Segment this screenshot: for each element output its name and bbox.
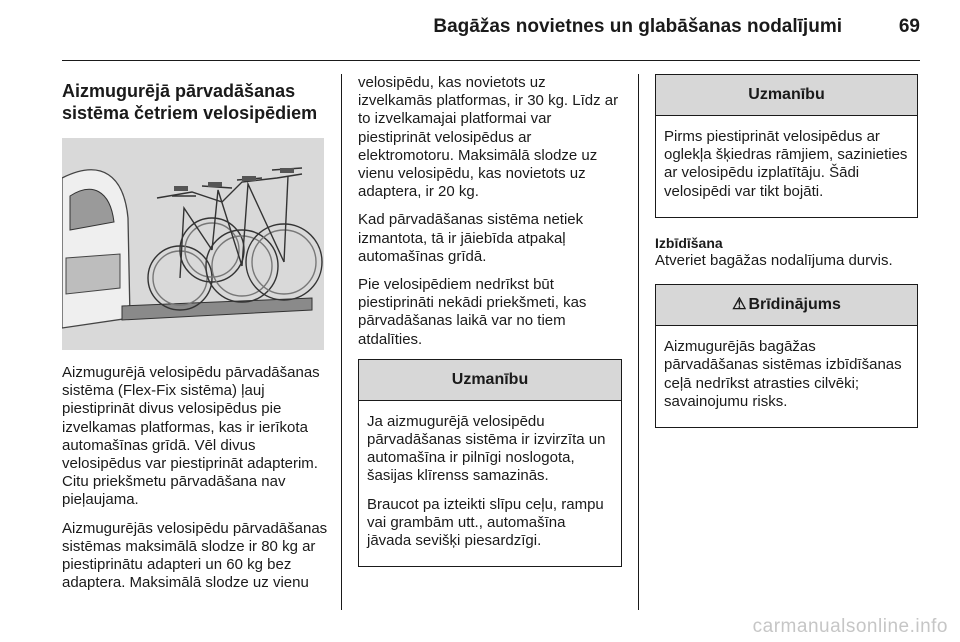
warning-text: Aizmugurējās bagāžas pārvadāšanas sistēmas izbīdīšanas ceļā nedrīkst atrasties cilvēki; savainojumu risks.	[664, 338, 902, 410]
page-number: 69	[898, 16, 920, 37]
column-3	[655, 74, 918, 444]
caution-text: Pirms piestiprināt velosipēdus ar oglekļa šķiedras rāmjiem, sazinieties ar velosipēdu izplatītāju. Šādi velosipēdi var tikt bojāti.	[664, 128, 908, 200]
page-header-title: Bagāžas novietnes un glabāšanas nodalījumi	[433, 16, 842, 37]
column-2	[358, 74, 622, 583]
caution-box	[358, 359, 622, 567]
paragraph: velosipēdu, kas novietots uz izvelkamās platformas, ir 30 kg. Līdz ar to izvelkamajai platformai var piestiprināt velosipēdus ar elektromotoru. Maksimālā slodze uz vienu velosipēdu, kas novietots uz adaptera, ir 20 kg.	[358, 74, 619, 201]
caution-box-title: Uzmanību	[359, 360, 621, 401]
column-divider	[341, 74, 342, 610]
column-divider	[638, 74, 639, 610]
warning-triangle-icon: ⚠	[732, 296, 747, 314]
caution-box-title: Uzmanību	[656, 75, 917, 116]
warning-box-body	[656, 326, 917, 427]
caution-text: Ja aizmugurējā velosipēdu pārvadāšanas sistēma ir izvirzīta un automašīna ir pilnīgi noslogota, šasijas klīrenss samazinās.	[367, 412, 606, 485]
caution-box-body	[359, 401, 621, 566]
watermark: carmanualsonline.info	[752, 616, 948, 637]
paragraph: Kad pārvadāšanas sistēma netiek izmantota, tā ir jāiebīda atpakaļ automašīnas grīdā.	[358, 211, 584, 265]
warning-box-title	[656, 285, 917, 326]
paragraph: Pie velosipēdiem nedrīkst būt piestiprināti nekādi priekšmeti, kas pārvadāšanas laikā var no tiem atdalīties.	[358, 276, 587, 348]
bicycle-carrier-illustration	[62, 138, 324, 350]
paragraph: Aizmugurējās velosipēdu pārvadāšanas sistēmas maksimālā slodze ir 80 kg ar piestiprinātu adapteri un 60 kg bez adaptera. Maksimālā slodze uz vienu	[62, 519, 328, 592]
header-divider	[62, 60, 920, 61]
paragraph: Atveriet bagāžas nodalījuma durvis.	[655, 252, 893, 270]
caution-text: Braucot pa izteikti slīpu ceļu, rampu vai grambām utt., automašīna jāvada sevišķi piesardzīgi.	[367, 495, 604, 550]
section-title	[62, 80, 332, 124]
subheading: Izbīdīšana	[655, 234, 723, 251]
warning-title-text: Brīdinājums	[748, 296, 841, 314]
column-1	[62, 74, 332, 602]
caution-box	[655, 74, 918, 218]
warning-box	[655, 284, 918, 428]
section-title-line-1: Aizmugurējā pārvadāšanas	[62, 81, 296, 101]
paragraph: Aizmugurējā velosipēdu pārvadāšanas sistēma (Flex-Fix sistēma) ļauj piestiprināt divus velosipēdus pie izvelkamas platformas, kas ir ierīkota automašīnas grīdā. Vēl divus velosipēdus var piestiprināt adapterim. Citu priekšmetu pārvadāšana nav pieļaujama.	[62, 364, 320, 509]
caution-box-body	[656, 116, 917, 217]
section-title-line-2: sistēma četriem velosipēdiem	[62, 103, 318, 123]
